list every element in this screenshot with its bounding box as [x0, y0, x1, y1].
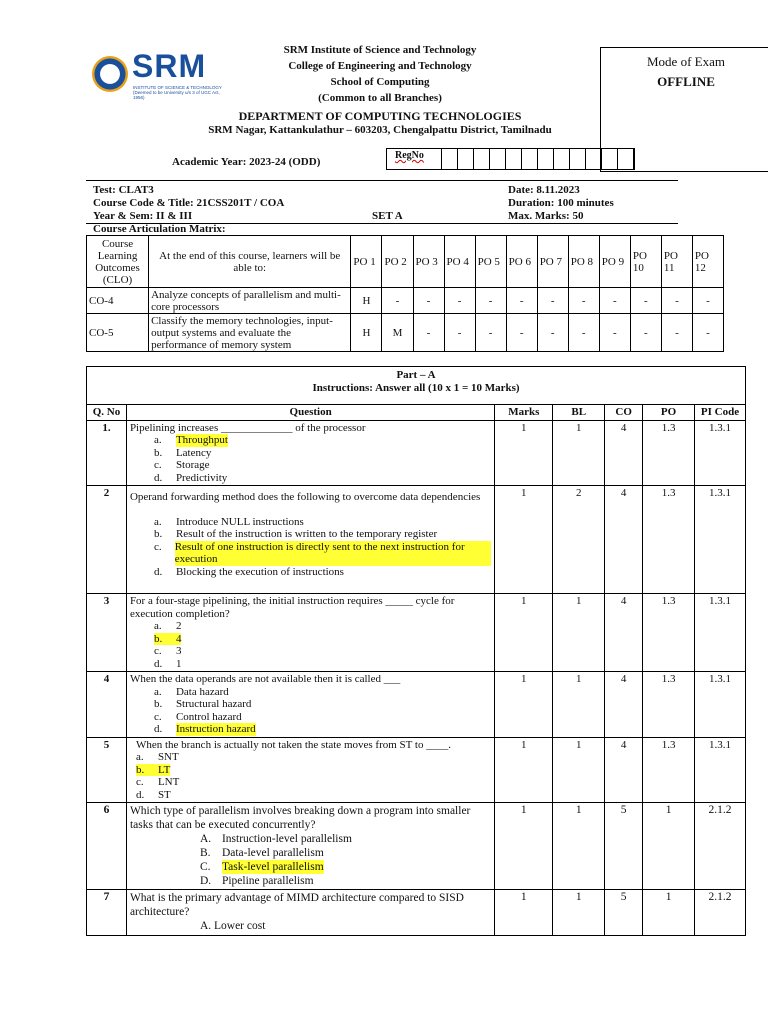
question-cell	[126, 890, 494, 936]
option-key: d.	[153, 565, 163, 578]
question-number: 3	[87, 594, 127, 672]
question-cell	[126, 672, 494, 738]
logo-emblem-icon	[92, 56, 128, 92]
po-header: PO 4	[444, 236, 475, 288]
po-value: -	[413, 314, 444, 352]
option-text: Data hazard	[175, 685, 229, 698]
question-cell	[126, 737, 494, 803]
academic-year: Academic Year: 2023-24 (ODD)	[172, 156, 321, 168]
po-value: -	[692, 288, 723, 314]
question-header: Question	[126, 405, 494, 421]
school-name: School of Computing	[330, 76, 430, 88]
pi-code: 1.3.1	[695, 420, 746, 486]
option-text-correct: 4	[175, 632, 182, 645]
option-key: b.	[153, 528, 163, 540]
po-value: H	[351, 314, 382, 352]
department-title: DEPARTMENT OF COMPUTING TECHNOLOGIES	[238, 109, 522, 123]
po-value: -	[444, 288, 475, 314]
option-key: c.	[153, 540, 162, 553]
po-header: PO 5	[475, 236, 506, 288]
option-text-correct: Throughput	[175, 434, 228, 446]
co: 5	[605, 803, 643, 890]
po-value: -	[382, 288, 413, 314]
option-key: b.	[153, 698, 163, 710]
co-id: CO-4	[87, 288, 149, 314]
po-value: -	[537, 288, 568, 314]
co: 4	[605, 486, 643, 594]
desc-header: At the end of this course, learners will be able to:	[149, 236, 351, 288]
option-key: a.	[153, 620, 162, 632]
option-key: a.	[153, 434, 162, 446]
po-header: PO 9	[599, 236, 630, 288]
pi-code: 1.3.1	[695, 594, 746, 672]
option-key: d.	[153, 471, 163, 484]
po-value: -	[506, 288, 537, 314]
po-header: PO 11	[661, 236, 692, 288]
logo-text: SRM	[132, 48, 207, 84]
po: 1	[643, 803, 695, 890]
question-number: 6	[87, 803, 127, 890]
bl: 1	[553, 890, 605, 936]
matrix-header-row	[87, 236, 724, 288]
question-text: What is the primary advantage of MIMD architecture compared to SISD architecture?	[129, 892, 464, 918]
bl: 1	[553, 803, 605, 890]
question-text: Which type of parallelism involves breaking down a program into smaller tasks that can be executed concurrently?	[129, 805, 471, 831]
regno-label: RegNo	[387, 149, 442, 169]
marks: 1	[495, 737, 553, 803]
part-a-title: Part – A	[396, 369, 436, 381]
co: 4	[605, 420, 643, 486]
question-cell	[126, 486, 494, 594]
question-row	[87, 594, 746, 672]
option-key: d.	[153, 723, 163, 735]
po: 1.3	[643, 672, 695, 738]
option-text: A. Lower cost	[199, 920, 266, 932]
institute-header	[180, 42, 580, 106]
co: 4	[605, 594, 643, 672]
max-marks: Max. Marks: 50	[508, 210, 584, 222]
marks: 1	[495, 420, 553, 486]
option-text: LNT	[157, 776, 180, 788]
bl: 1	[553, 672, 605, 738]
po-value: -	[692, 314, 723, 352]
bl: 2	[553, 486, 605, 594]
option-text: Pipeline parallelism	[221, 875, 314, 887]
matrix-title: Course Articulation Matrix:	[93, 223, 226, 235]
question-number: 7	[87, 890, 127, 936]
pi-header: PI Code	[695, 405, 746, 421]
question-number: 2	[87, 486, 127, 594]
part-a-title-row	[87, 367, 746, 405]
po-header: PO 10	[630, 236, 661, 288]
option-key: c.	[135, 776, 144, 788]
option-text: 2	[175, 620, 182, 632]
option-key: a.	[153, 685, 162, 698]
option-text-correct: Instruction hazard	[175, 723, 256, 735]
pi-code: 1.3.1	[695, 737, 746, 803]
po-value: -	[661, 314, 692, 352]
option-text: Storage	[175, 459, 210, 471]
po-value: -	[475, 314, 506, 352]
bl-header: BL	[553, 405, 605, 421]
question-text: Pipelining increases _____________ of the processor	[129, 421, 366, 434]
option-text: 3	[175, 645, 182, 657]
pi-code: 2.1.2	[695, 890, 746, 936]
question-text: For a four-stage pipelining, the initial instruction requires _____ cycle for execution completion?	[129, 595, 455, 620]
po-value: -	[630, 314, 661, 352]
option-key: d.	[153, 657, 163, 670]
marks: 1	[495, 890, 553, 936]
po: 1	[643, 890, 695, 936]
matrix-row	[87, 288, 724, 314]
course-title: Course Code & Title: 21CSS201T / COA	[93, 197, 285, 209]
option-key: b.	[154, 633, 176, 646]
option-key: B.	[199, 847, 211, 859]
po-value: -	[537, 314, 568, 352]
option-key: c.	[153, 459, 162, 471]
co-header: CO	[605, 405, 643, 421]
mode-label: Mode of Exam	[647, 54, 725, 69]
option-key: c.	[153, 645, 162, 657]
po: 1.3	[643, 594, 695, 672]
option-text: Latency	[175, 446, 212, 459]
question-cell	[126, 803, 494, 890]
po-header: PO 12	[692, 236, 723, 288]
option-text-correct: LT	[157, 763, 171, 776]
po: 1.3	[643, 737, 695, 803]
co-id: CO-5	[87, 314, 149, 352]
option-key: a.	[153, 515, 162, 528]
bl: 1	[553, 737, 605, 803]
exam-date: Date: 8.11.2023	[508, 184, 580, 196]
matrix-row	[87, 314, 724, 352]
po-value: -	[506, 314, 537, 352]
pi-code: 1.3.1	[695, 672, 746, 738]
option-text: Predictivity	[175, 471, 228, 484]
marks-header: Marks	[495, 405, 553, 421]
question-row	[87, 672, 746, 738]
regno-box	[386, 148, 635, 170]
question-row	[87, 486, 746, 594]
duration: Duration: 100 minutes	[508, 197, 614, 209]
po-header: PO 1	[351, 236, 382, 288]
option-text: SNT	[157, 751, 179, 763]
question-number: 5	[87, 737, 127, 803]
option-key: a.	[135, 751, 144, 763]
option-text: Blocking the execution of instructions	[175, 565, 344, 578]
question-cell	[126, 420, 494, 486]
bl: 1	[553, 420, 605, 486]
question-number: 1.	[87, 420, 127, 486]
part-a-instructions: Instructions: Answer all (10 x 1 = 10 Marks)	[312, 381, 520, 394]
po-value: H	[351, 288, 382, 314]
option-text: Introduce NULL instructions	[175, 515, 304, 528]
course-articulation-matrix	[86, 235, 724, 352]
co: 4	[605, 737, 643, 803]
po: 1.3	[643, 420, 695, 486]
po-value: -	[599, 288, 630, 314]
logo-subtitle: INSTITUTE OF SCIENCE & TECHNOLOGY (Deemed to be University u/s 3 of UGC Act, 1956)	[133, 85, 222, 100]
option-key: b.	[153, 446, 163, 459]
question-row	[87, 890, 746, 936]
option-text: Result of the instruction is written to the temporary register	[175, 528, 438, 540]
po-header: PO 7	[537, 236, 568, 288]
clo-header: Course Learning Outcomes (CLO)	[87, 236, 149, 288]
option-text: Instruction-level parallelism	[221, 833, 352, 845]
pi-code: 2.1.2	[695, 803, 746, 890]
test-name: Test: CLAT3	[93, 184, 154, 196]
option-key: c.	[153, 710, 162, 723]
po-header: PO 6	[506, 236, 537, 288]
part-a-table	[86, 366, 746, 936]
po-value: M	[382, 314, 413, 352]
option-text: Control hazard	[175, 710, 242, 723]
pi-code: 1.3.1	[695, 486, 746, 594]
option-key: A.	[199, 833, 212, 845]
po-value: -	[413, 288, 444, 314]
option-text-correct: Result of one instruction is directly sent to the next instruction for execution	[175, 541, 492, 566]
co: 4	[605, 672, 643, 738]
option-key: d.	[135, 788, 145, 801]
option-key: b.	[136, 764, 158, 777]
qno-header: Q. No	[87, 405, 127, 421]
question-text: Operand forwarding method does the following to overcome data dependencies	[129, 491, 481, 503]
option-text: Data-level parallelism	[221, 847, 324, 859]
column-header-row	[87, 405, 746, 421]
marks: 1	[495, 672, 553, 738]
question-text: When the branch is actually not taken the state moves from ST to ____.	[135, 738, 451, 751]
po-header: PO	[643, 405, 695, 421]
po-value: -	[444, 314, 475, 352]
po-value: -	[568, 288, 599, 314]
bl: 1	[553, 594, 605, 672]
year-sem: Year & Sem: II & III	[93, 210, 193, 222]
option-text: 1	[175, 657, 182, 670]
address: SRM Nagar, Kattankulathur – 603203, Chengalpattu District, Tamilnadu	[208, 124, 552, 136]
co: 5	[605, 890, 643, 936]
po-value: -	[630, 288, 661, 314]
option-key: C.	[199, 861, 211, 873]
po-header: PO 3	[413, 236, 444, 288]
marks: 1	[495, 486, 553, 594]
marks: 1	[495, 594, 553, 672]
option-text: ST	[157, 788, 171, 801]
question-row	[87, 803, 746, 890]
po-value: -	[661, 288, 692, 314]
po-header: PO 8	[568, 236, 599, 288]
option-text-correct: Task-level parallelism	[221, 861, 324, 873]
po-value: -	[599, 314, 630, 352]
college-name: College of Engineering and Technology	[288, 60, 472, 72]
po-header: PO 2	[382, 236, 413, 288]
co-desc: Analyze concepts of parallelism and multi-core processors	[149, 288, 351, 314]
option-text: Structural hazard	[175, 698, 252, 710]
set-label: SET A	[372, 210, 403, 222]
question-row	[87, 737, 746, 803]
po-value: -	[475, 288, 506, 314]
question-row	[87, 420, 746, 486]
marks: 1	[495, 803, 553, 890]
po: 1.3	[643, 486, 695, 594]
question-number: 4	[87, 672, 127, 738]
institute-name: SRM Institute of Science and Technology	[283, 44, 477, 56]
mode-value: OFFLINE	[657, 74, 715, 89]
co-desc: Classify the memory technologies, input-output systems and evaluate the performance of memory system	[149, 314, 351, 352]
question-cell	[126, 594, 494, 672]
option-key: D.	[199, 875, 212, 887]
po-value: -	[568, 314, 599, 352]
question-text: When the data operands are not available then it is called ___	[129, 673, 401, 685]
branches-note: (Common to all Branches)	[318, 92, 442, 104]
